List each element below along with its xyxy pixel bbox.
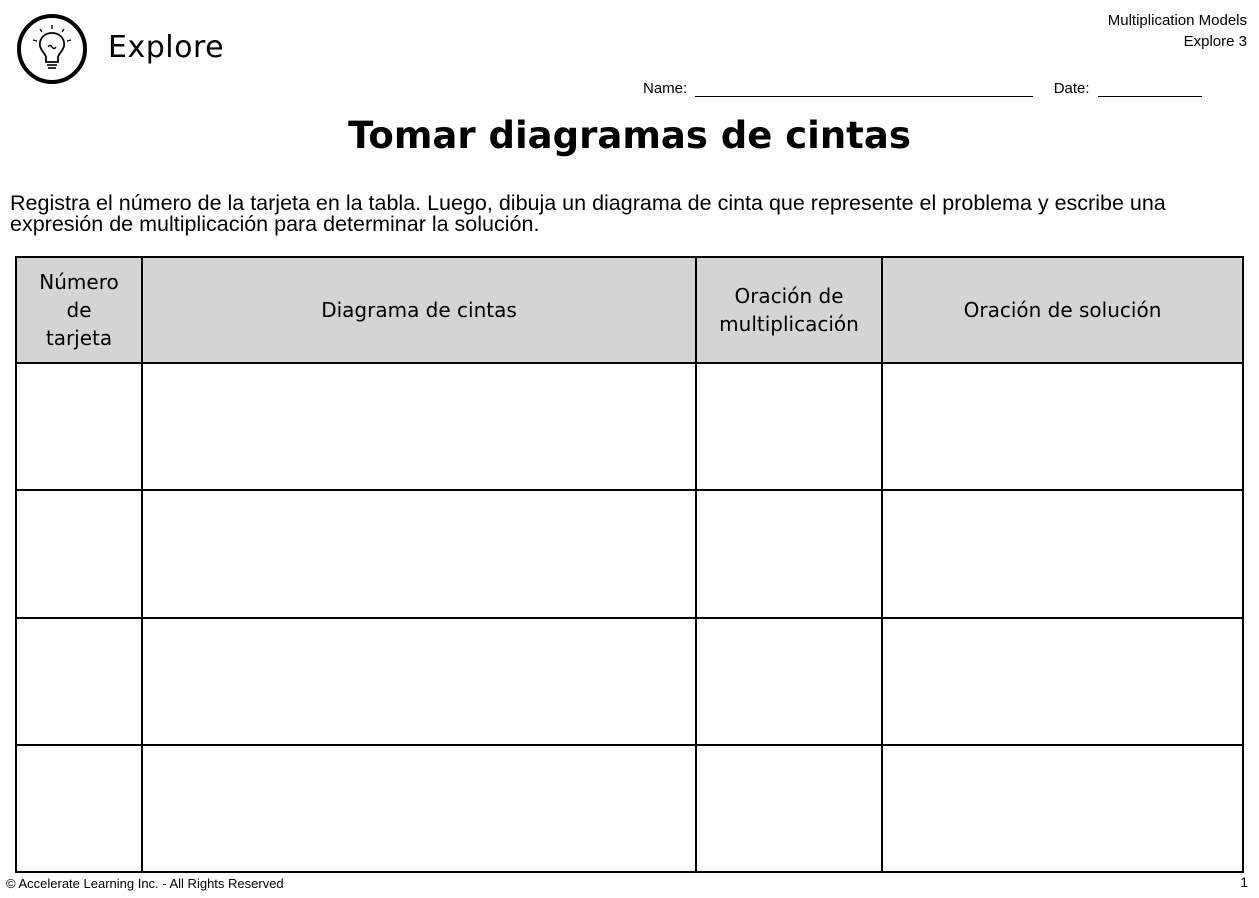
solution-cell[interactable] (882, 745, 1243, 872)
copyright-footer: © Accelerate Learning Inc. - All Rights Reserved (6, 876, 284, 891)
lightbulb-logo (16, 13, 88, 85)
multiplication-cell[interactable] (696, 490, 882, 617)
tape-diagram-cell[interactable] (142, 490, 696, 617)
table-header-row (16, 257, 1243, 363)
card-number-cell[interactable] (16, 745, 142, 872)
table-row (16, 363, 1243, 490)
header-solution-sentence: Oración de solución (882, 257, 1243, 363)
lightbulb-icon (16, 13, 88, 85)
table-row (16, 745, 1243, 872)
header-card-number: Número de tarjeta (16, 257, 142, 363)
table-row (16, 490, 1243, 617)
date-field[interactable] (1098, 82, 1202, 97)
section-label: Explore (108, 30, 225, 65)
answer-table (15, 256, 1244, 873)
card-number-cell[interactable] (16, 618, 142, 745)
solution-cell[interactable] (882, 490, 1243, 617)
solution-cell[interactable] (882, 618, 1243, 745)
unit-title: Multiplication Models (1107, 12, 1247, 29)
card-number-cell[interactable] (16, 363, 142, 490)
multiplication-cell[interactable] (696, 745, 882, 872)
tape-diagram-cell[interactable] (142, 618, 696, 745)
card-number-cell[interactable] (16, 490, 142, 617)
activity-label: Explore 3 (1183, 33, 1247, 50)
name-label: Name: (643, 80, 688, 97)
page-number: 1 (1240, 874, 1248, 890)
multiplication-cell[interactable] (696, 618, 882, 745)
page-title: Tomar diagramas de cintas (348, 114, 911, 157)
tape-diagram-cell[interactable] (142, 363, 696, 490)
solution-cell[interactable] (882, 363, 1243, 490)
unit-header (1108, 10, 1247, 52)
header-multiplication-sentence: Oración de multiplicación (696, 257, 882, 363)
header-tape-diagram: Diagrama de cintas (142, 257, 696, 363)
date-label: Date: (1053, 80, 1090, 97)
table-row (16, 618, 1243, 745)
name-field[interactable] (695, 82, 1033, 97)
tape-diagram-cell[interactable] (142, 745, 696, 872)
multiplication-cell[interactable] (696, 363, 882, 490)
instructions: Registra el número de la tarjeta en la tabla. Luego, dibuja un diagrama de cinta que represente el problema y escribe una expresión de multiplicación para determinar la solución. (10, 191, 1166, 236)
name-date-row (643, 80, 1202, 97)
